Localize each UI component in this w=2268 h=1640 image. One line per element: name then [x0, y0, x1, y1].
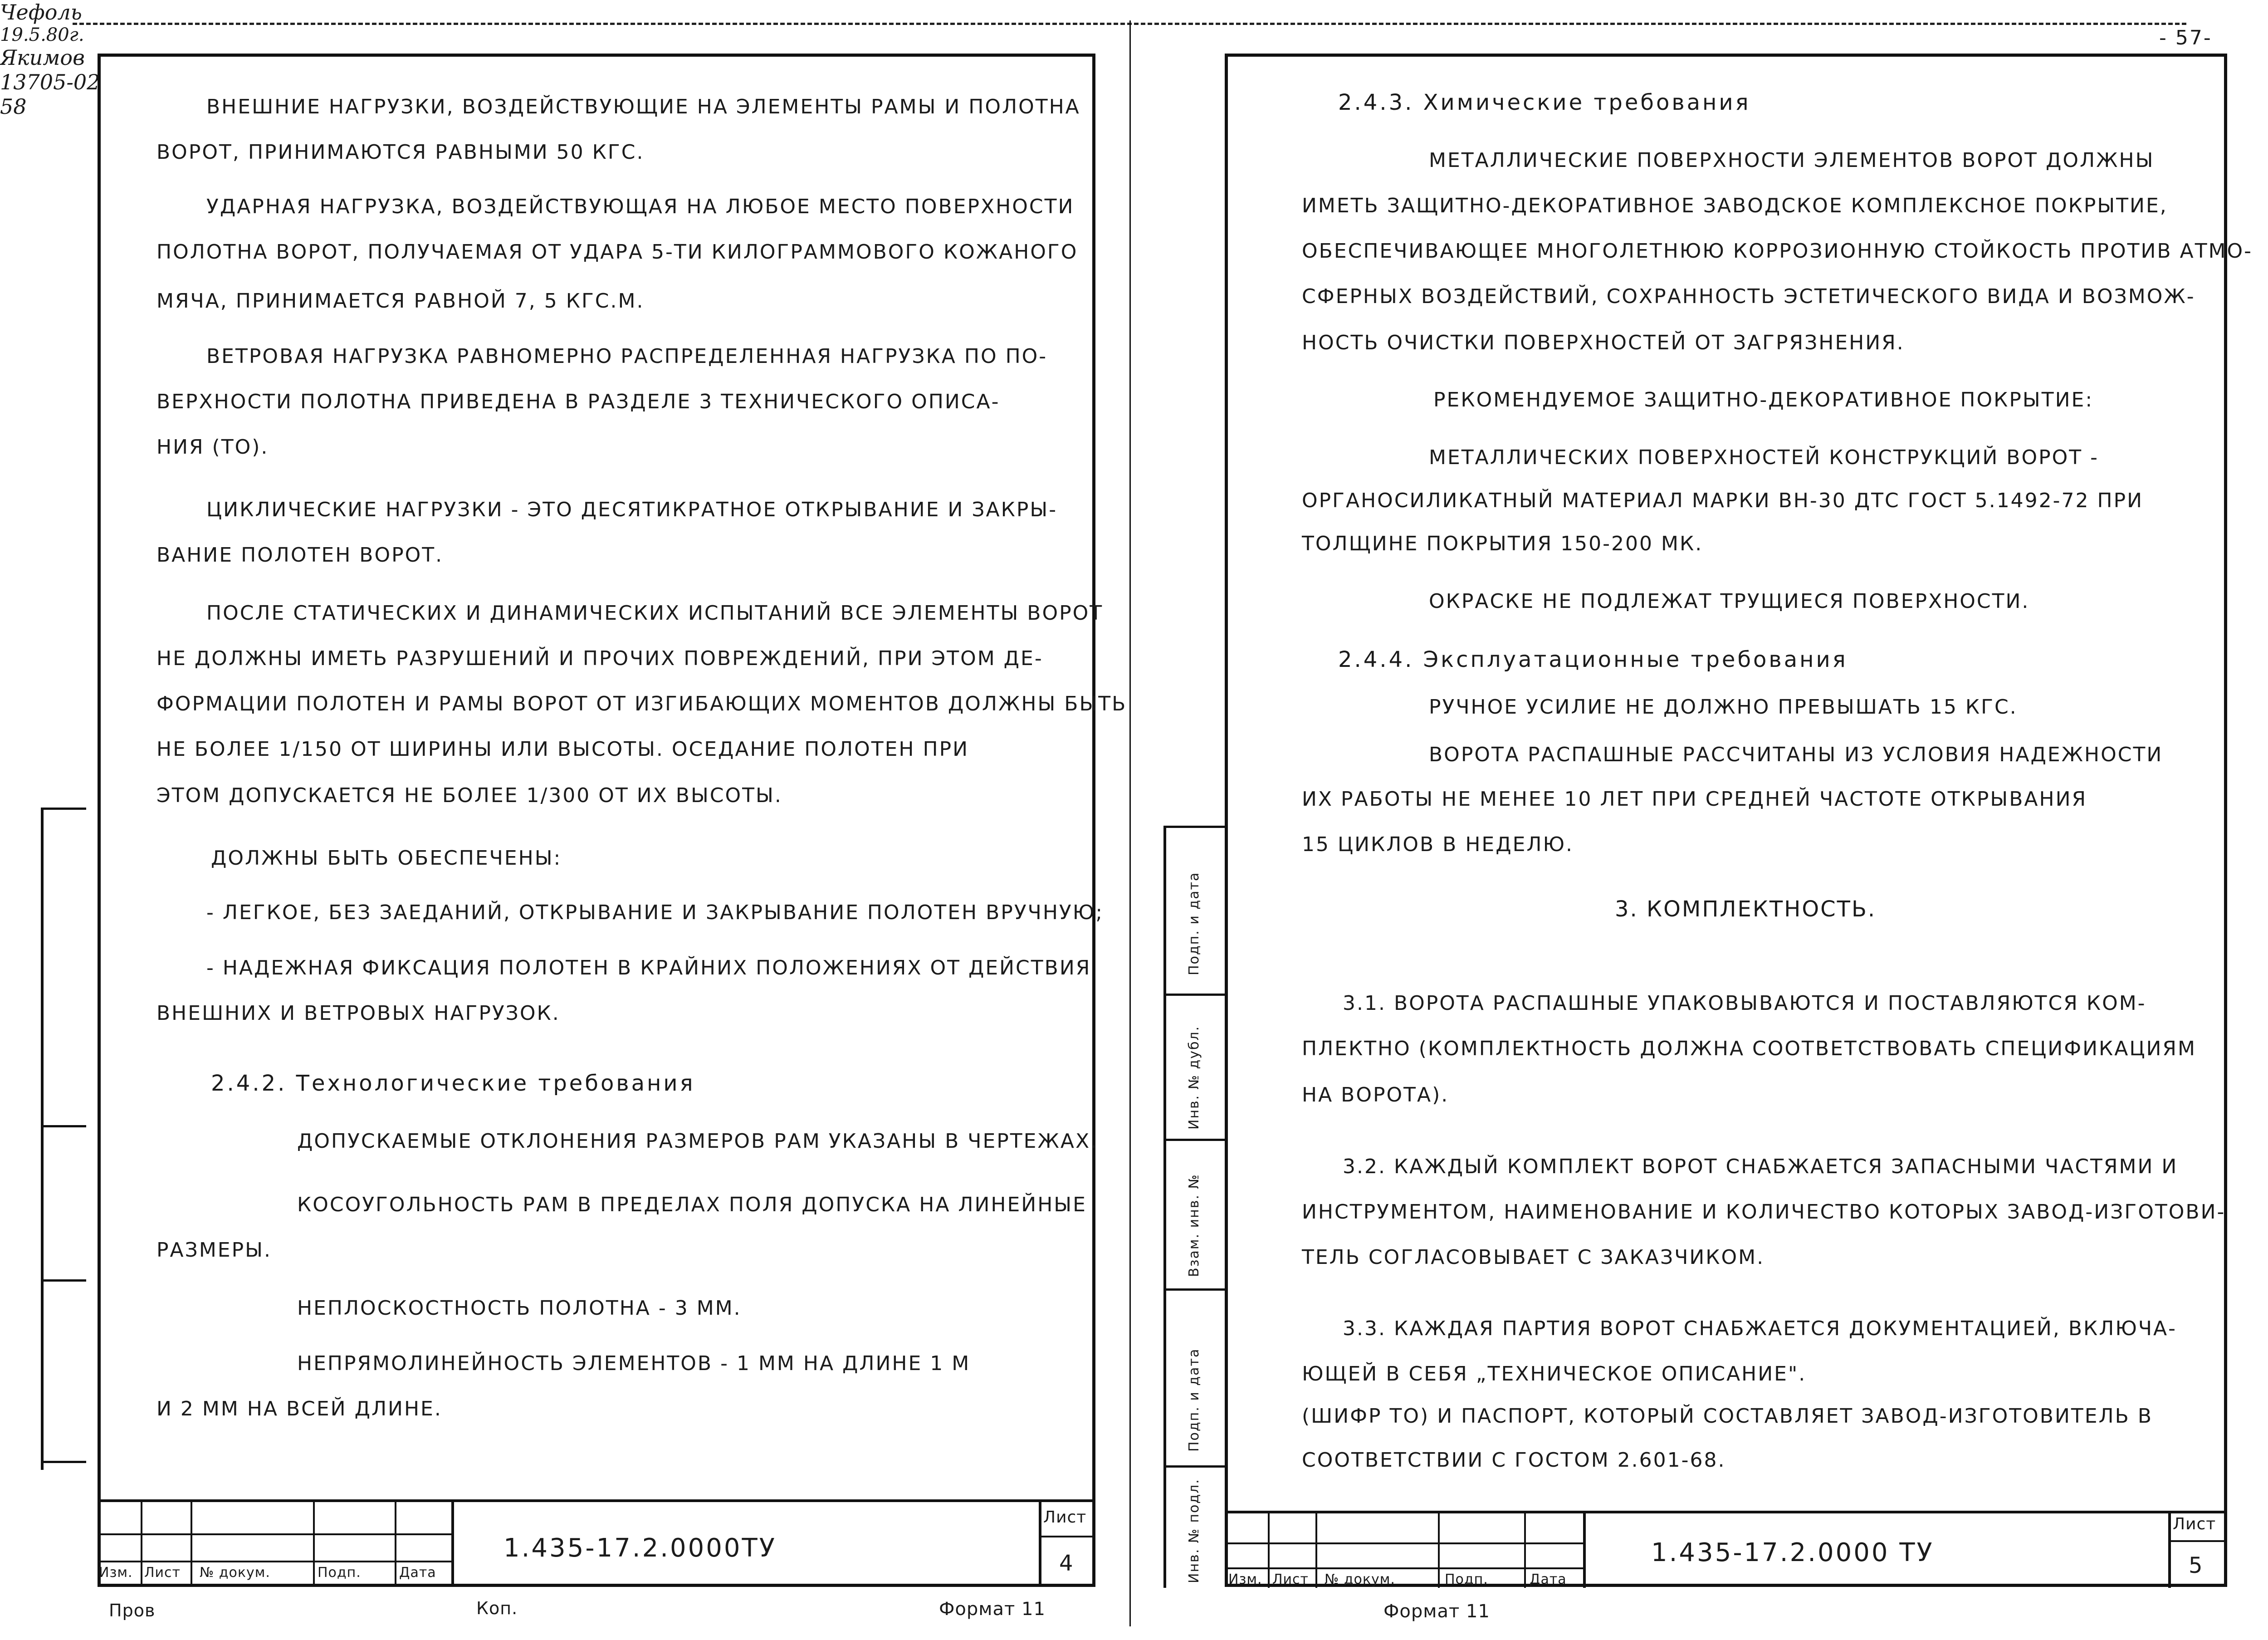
text-line: ИМЕТЬ ЗАЩИТНО-ДЕКОРАТИВНОЕ ЗАВОДСКОЕ КОМПЛЕКСНОЕ ПОКРЫТИЕ,: [1302, 194, 2168, 217]
stamp-col-label: Подп.: [318, 1565, 361, 1581]
text-line: ОКРАСКЕ НЕ ПОДЛЕЖАТ ТРУЩИЕСЯ ПОВЕРХНОСТИ.: [1429, 590, 2030, 613]
text-line: ОРГАНОСИЛИКАТНЫЙ МАТЕРИАЛ МАРКИ ВН-30 ДТС ГОСТ 5.1492-72 ПРИ: [1302, 489, 2144, 512]
text-line: ТОЛЩИНЕ ПОКРЫТИЯ 150-200 МК.: [1302, 532, 1703, 555]
section-heading: 2.4.3. Химические требования: [1338, 90, 1751, 115]
side-label: Подп. и дата: [1186, 1348, 1202, 1452]
text-line: ЦИКЛИЧЕСКИЕ НАГРУЗКИ - ЭТО ДЕСЯТИКРАТНОЕ ОТКРЫВАНИЕ И ЗАКРЫ-: [206, 498, 1058, 521]
kop-signature: Якимов: [0, 45, 85, 70]
side-label: Взам. инв. №: [1186, 1174, 1202, 1277]
stamp-col-label: № докум.: [1325, 1571, 1395, 1587]
text-line: МЯЧА, ПРИНИМАЕТСЯ РАВНОЙ 7, 5 КГС.М.: [156, 289, 645, 313]
footer-page-number: 58: [0, 94, 27, 119]
side-strip-line: [1163, 826, 1225, 828]
footer-format: Формат 11: [1383, 1601, 1490, 1622]
text-line: НИЯ (ТО).: [156, 436, 269, 459]
stamp-line: [1225, 1511, 2227, 1513]
stamp-line: [141, 1499, 142, 1586]
text-line: ВЕТРОВАЯ НАГРУЗКА РАВНОМЕРНО РАСПРЕДЕЛЕННАЯ НАГРУЗКА ПО ПО-: [206, 345, 1048, 368]
text-line: (ШИФР ТО) И ПАСПОРТ, КОТОРЫЙ СОСТАВЛЯЕТ ЗАВОД-ИЗГОТОВИТЕЛЬ В: [1302, 1405, 2153, 1428]
text-line: МЕТАЛЛИЧЕСКИХ ПОВЕРХНОСТЕЙ КОНСТРУКЦИЙ ВОРОТ -: [1429, 446, 2099, 469]
text-line: ПОЛОТНА ВОРОТ, ПОЛУЧАЕМАЯ ОТ УДАРА 5-ТИ КИЛОГРАММОВОГО КОЖАНОГО: [156, 240, 1078, 264]
text-line: ВЕРХНОСТИ ПОЛОТНА ПРИВЕДЕНА В РАЗДЕЛЕ 3 ТЕХНИЧЕСКОГО ОПИСА-: [156, 390, 1000, 413]
text-line: РУЧНОЕ УСИЛИЕ НЕ ДОЛЖНО ПРЕВЫШАТЬ 15 КГС.: [1429, 695, 2018, 719]
stamp-line: [1225, 1567, 1583, 1569]
stamp-line: [98, 1499, 1095, 1502]
text-line: ПОСЛЕ СТАТИЧЕСКИХ И ДИНАМИЧЕСКИХ ИСПЫТАНИЙ ВСЕ ЭЛЕМЕНТЫ ВОРОТ: [206, 602, 1104, 625]
text-line: ВОРОТА РАСПАШНЫЕ РАССЧИТАНЫ ИЗ УСЛОВИЯ НАДЕЖНОСТИ: [1429, 743, 2163, 766]
stamp-line: [98, 1561, 451, 1562]
text-line: ВНЕШНИХ И ВЕТРОВЫХ НАГРУЗОК.: [156, 1002, 560, 1025]
left-margin-tick: [41, 1125, 86, 1127]
text-line: ПЛЕКТНО (КОМПЛЕКТНОСТЬ ДОЛЖНА СООТВЕТСТВОВАТЬ СПЕЦИФИКАЦИЯМ: [1302, 1037, 2196, 1060]
text-line: ЮЩЕЙ В СЕБЯ „ТЕХНИЧЕСКОЕ ОПИСАНИЕ".: [1302, 1362, 1807, 1385]
stamp-col-label: Лист: [144, 1565, 181, 1581]
side-strip-line: [1163, 1465, 1225, 1468]
signature: Чефоль: [0, 0, 82, 24]
stamp-col-label: Лист: [1272, 1571, 1309, 1587]
text-line: - ЛЕГКОЕ, БЕЗ ЗАЕДАНИЙ, ОТКРЫВАНИЕ И ЗАКРЫВАНИЕ ПОЛОТЕН ВРУЧНУЮ;: [206, 901, 1104, 924]
side-strip-line: [1163, 826, 1166, 1588]
stamp-line: [191, 1499, 192, 1586]
stamp-col-label: Изм.: [1228, 1571, 1262, 1587]
text-line: ДОПУСКАЕМЫЕ ОТКЛОНЕНИЯ РАЗМЕРОВ РАМ УКАЗАНЫ В ЧЕРТЕЖАХ.: [297, 1130, 1099, 1153]
side-strip-line: [1163, 1288, 1225, 1291]
text-line: 3.2. КАЖДЫЙ КОМПЛЕКТ ВОРОТ СНАБЖАЕТСЯ ЗАПАСНЫМИ ЧАСТЯМИ И: [1343, 1155, 2178, 1178]
text-line: 3.3. КАЖДАЯ ПАРТИЯ ВОРОТ СНАБЖАЕТСЯ ДОКУМЕНТАЦИЕЙ, ВКЛЮЧА-: [1343, 1317, 2177, 1340]
stamp-line: [1039, 1536, 1095, 1537]
text-line: СФЕРНЫХ ВОЗДЕЙСТВИЙ, СОХРАННОСТЬ ЭСТЕТИЧЕСКОГО ВИДА И ВОЗМОЖ-: [1302, 285, 2195, 308]
stamp-line: [1438, 1511, 1440, 1588]
left-margin-bracket: [41, 808, 44, 1470]
stamp-line: [2168, 1511, 2171, 1588]
text-line: ИНСТРУМЕНТОМ, НАИМЕНОВАНИЕ И КОЛИЧЕСТВО КОТОРЫХ ЗАВОД-ИЗГОТОВИ-: [1302, 1200, 2226, 1224]
text-line: НА ВОРОТА).: [1302, 1083, 1449, 1106]
text-line: 15 ЦИКЛОВ В НЕДЕЛЮ.: [1302, 833, 1574, 856]
side-label: Инв. № дубл.: [1186, 1025, 1202, 1130]
stamp-line: [1225, 1542, 1583, 1544]
text-line: НОСТЬ ОЧИСТКИ ПОВЕРХНОСТЕЙ ОТ ЗАГРЯЗНЕНИЯ.: [1302, 331, 1905, 354]
footer-prov: Пров: [109, 1601, 156, 1620]
right-page-frame: [1225, 54, 2227, 1587]
sheet-number: 5: [2189, 1553, 2204, 1578]
text-line: ОБЕСПЕЧИВАЮЩЕЕ МНОГОЛЕТНЮЮ КОРРОЗИОННУЮ СТОЙКОСТЬ ПРОТИВ АТМО-: [1302, 240, 2253, 263]
stamp-col-label: Подп.: [1445, 1571, 1488, 1587]
stamp-line: [2168, 1540, 2227, 1542]
side-label: Инв. № подл.: [1186, 1478, 1202, 1583]
text-line: НЕ БОЛЕЕ 1/150 ОТ ШИРИНЫ ИЛИ ВЫСОТЫ. ОСЕДАНИЕ ПОЛОТЕН ПРИ: [156, 738, 969, 761]
stamp-line: [1268, 1511, 1270, 1588]
side-label: Подп. и дата: [1186, 871, 1202, 975]
left-margin-tick: [41, 1461, 86, 1463]
stamp-col-label: Изм.: [99, 1565, 133, 1581]
stamp-line: [98, 1533, 451, 1535]
footer-format: Формат 11: [939, 1599, 1046, 1620]
text-line: РАЗМЕРЫ.: [156, 1239, 272, 1262]
stamp-line: [395, 1499, 396, 1586]
text-line: НЕПЛОСКОСТНОСТЬ ПОЛОТНА - 3 ММ.: [297, 1297, 742, 1320]
stamp-line: [1039, 1499, 1041, 1586]
stamp-col-label: Дата: [1530, 1571, 1567, 1587]
document-code: 1.435-17.2.0000ТУ: [503, 1533, 777, 1563]
side-strip-line: [1163, 1139, 1225, 1141]
footer-date: 19.5.80г.: [0, 24, 84, 45]
side-strip-line: [1163, 994, 1225, 996]
text-line: ИХ РАБОТЫ НЕ МЕНЕЕ 10 ЛЕТ ПРИ СРЕДНЕЙ ЧАСТОТЕ ОТКРЫВАНИЯ: [1302, 788, 2087, 811]
left-margin-tick: [41, 808, 86, 810]
text-line: НЕ ДОЛЖНЫ ИМЕТЬ РАЗРУШЕНИЙ И ПРОЧИХ ПОВРЕЖДЕНИЙ, ПРИ ЭТОМ ДЕ-: [156, 647, 1043, 670]
section-heading: 3. КОМПЛЕКТНОСТЬ.: [1615, 896, 1877, 922]
sheet-label: Лист: [1043, 1508, 1087, 1527]
text-line: 3.1. ВОРОТА РАСПАШНЫЕ УПАКОВЫВАЮТСЯ И ПОСТАВЛЯЮТСЯ КОМ-: [1343, 992, 2146, 1015]
footer-kop: Коп.: [476, 1598, 518, 1618]
text-line: ФОРМАЦИИ ПОЛОТЕН И РАМЫ ВОРОТ ОТ ИЗГИБАЮЩИХ МОМЕНТОВ ДОЛЖНЫ БЫТЬ: [156, 692, 1127, 715]
stamp-col-label: Дата: [399, 1565, 436, 1581]
inventory-number: 13705-02: [0, 70, 100, 94]
text-line: ВНЕШНИЕ НАГРУЗКИ, ВОЗДЕЙСТВУЮЩИЕ НА ЭЛЕМЕНТЫ РАМЫ И ПОЛОТНА: [206, 95, 1080, 118]
text-line: МЕТАЛЛИЧЕСКИЕ ПОВЕРХНОСТИ ЭЛЕМЕНТОВ ВОРОТ ДОЛЖНЫ: [1429, 149, 2155, 172]
text-line: - НАДЕЖНАЯ ФИКСАЦИЯ ПОЛОТЕН В КРАЙНИХ ПОЛОЖЕНИЯХ ОТ ДЕЙСТВИЯ: [206, 956, 1091, 979]
text-line: СООТВЕТСТВИИ С ГОСТОМ 2.601-68.: [1302, 1449, 1726, 1472]
stamp-col-label: № докум.: [200, 1565, 270, 1581]
left-margin-tick: [41, 1279, 86, 1282]
text-line: ВАНИЕ ПОЛОТЕН ВОРОТ.: [156, 543, 444, 567]
text-line: ЭТОМ ДОПУСКАЕТСЯ НЕ БОЛЕЕ 1/300 ОТ ИХ ВЫСОТЫ.: [156, 784, 782, 807]
page-number-top: - 57-: [2159, 26, 2212, 49]
text-line: РЕКОМЕНДУЕМОЕ ЗАЩИТНО-ДЕКОРАТИВНОЕ ПОКРЫТИЕ:: [1433, 388, 2094, 411]
text-line: ДОЛЖНЫ БЫТЬ ОБЕСПЕЧЕНЫ:: [211, 847, 562, 870]
stamp-line: [1524, 1511, 1526, 1588]
stamp-line: [1583, 1511, 1586, 1588]
text-line: ВОРОТ, ПРИНИМАЮТСЯ РАВНЫМИ 50 КГС.: [156, 141, 645, 164]
center-fold-line: [1129, 20, 1131, 1626]
document-code: 1.435-17.2.0000 ТУ: [1651, 1538, 1934, 1567]
stamp-line: [1315, 1511, 1317, 1588]
stamp-line: [451, 1499, 454, 1586]
sheet-label: Лист: [2173, 1515, 2216, 1533]
text-line: КОСОУГОЛЬНОСТЬ РАМ В ПРЕДЕЛАХ ПОЛЯ ДОПУСКА НА ЛИНЕЙНЫЕ: [297, 1193, 1087, 1216]
text-line: И 2 ММ НА ВСЕЙ ДЛИНЕ.: [156, 1397, 442, 1420]
text-line: ТЕЛЬ СОГЛАСОВЫВАЕТ С ЗАКАЗЧИКОМ.: [1302, 1246, 1765, 1269]
section-heading: 2.4.4. Эксплуатационные требования: [1338, 647, 1848, 672]
sheet-number: 4: [1059, 1551, 1075, 1576]
section-heading: 2.4.2. Технологические требования: [211, 1071, 695, 1096]
text-line: УДАРНАЯ НАГРУЗКА, ВОЗДЕЙСТВУЮЩАЯ НА ЛЮБОЕ МЕСТО ПОВЕРХНОСТИ: [206, 195, 1075, 218]
text-line: НЕПРЯМОЛИНЕЙНОСТЬ ЭЛЕМЕНТОВ - 1 ММ НА ДЛИНЕ 1 М: [297, 1352, 971, 1375]
stamp-line: [313, 1499, 315, 1586]
